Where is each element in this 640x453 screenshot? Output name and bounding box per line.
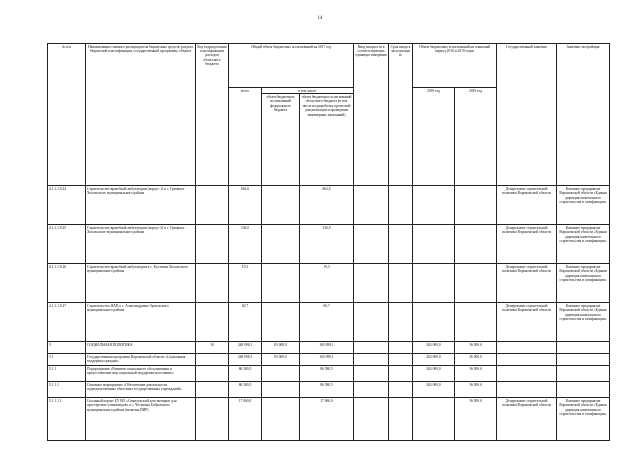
row-2018 [413,225,455,264]
row-code [196,303,229,342]
row-num: 5.1.1.1.1 [48,398,86,441]
row-total: 248 098,1 [229,354,262,366]
row-developer: Казенное предприятие Воронежской области «Единая дирекция капитального строительства и газификации» [557,398,610,441]
row-capacity [354,264,389,303]
table-row [48,366,610,382]
table-row [48,354,610,366]
table-row [48,264,610,303]
row-2019: 36 000,0 [455,366,497,382]
row-2018: 202 000,0 [413,354,455,366]
header-developer: Заказчик-застройщик [557,44,610,186]
row-customer: Департамент строительной политики Воронежской области [497,186,557,225]
header-total-all: всего [229,88,262,186]
row-federal [262,382,300,398]
row-num: 4.1.1.1.8.25 [48,225,86,264]
row-developer: Казенное предприятие Воронежской области «Единая дирекция капитального строительства и газификации» [557,303,610,342]
row-term [389,366,413,382]
row-code [196,354,229,366]
row-regional: 17 060,0 [300,398,354,441]
row-federal [262,303,300,342]
row-developer [557,342,610,354]
row-total: 86 580,5 [229,382,262,398]
row-developer: Казенное предприятие Воронежской области «Единая дирекция капитального строительства и газификации» [557,264,610,303]
row-federal: 83 000,0 [262,342,300,354]
row-total: 17 060,0 [229,398,262,441]
budget-table [47,43,610,441]
row-term [389,342,413,354]
row-regional: 60,7 [300,303,354,342]
row-regional: 136,0 [300,225,354,264]
row-name: Строительство врачебной амбулатории (корпус 1) в с. Гремячье Хохольского муниципального района [86,186,196,225]
row-regional: 86 580,5 [300,382,354,398]
row-2018 [413,264,455,303]
header-regional: объем бюджетных ассигнований областного бюджета (в том числе на разработку проектной документации и проведение инженерных изысканий) [300,94,354,186]
table-row [48,186,610,225]
row-num: 5 [48,342,86,354]
row-term [389,225,413,264]
row-2019 [455,264,497,303]
row-code: 10 [196,342,229,354]
row-federal [262,366,300,382]
row-capacity [354,398,389,441]
row-num: 5.1.1 [48,366,86,382]
header-2019: 2019 год [455,88,497,186]
row-term [389,186,413,225]
table-row [48,398,610,441]
header-num: № п/п [48,44,86,186]
row-num: 5.1.1.1 [48,382,86,398]
header-total-2017: Общий объем бюджетных ассигнований на 2017 год [229,44,354,88]
row-code [196,382,229,398]
header-term: Срок ввода в эксплуатацию [389,44,413,186]
header-federal: объем бюджетных ассигнований федерального бюджета [262,94,300,186]
row-num: 4.1.1.1.8.26 [48,264,86,303]
header-capacity: Ввод мощности в соответствующих единицах измерения [354,44,389,186]
row-capacity [354,382,389,398]
row-customer [497,342,557,354]
row-customer: Департамент строительной политики Воронежской области [497,225,557,264]
row-2019: 36 000,0 [455,342,497,354]
table-row [48,382,610,398]
row-2018: 202 000,0 [413,342,455,354]
row-2019 [455,225,497,264]
row-2018: 202 000,0 [413,366,455,382]
header-name: Наименование главного распорядителя бюджетных средств, раздела бюджетной классификации, государственной программы, объекта [86,44,196,186]
row-regional: 662,6 [300,186,354,225]
table-row [48,303,610,342]
row-code [196,398,229,441]
row-developer [557,382,610,398]
row-federal [262,186,300,225]
row-customer [497,382,557,398]
row-name: Строительство ФАП в с. Александровка Эртильского муниципального района [86,303,196,342]
row-2019 [455,186,497,225]
header-code: Код подразделения классификации расходов областного бюджета [196,44,229,186]
row-name: Строительство врачебной амбулатории (корпус 2) в с. Гремячье Хохольского муниципального района [86,225,196,264]
row-developer [557,366,610,382]
row-name: Государственная программа Воронежской области «Социальная поддержка граждан» [86,354,196,366]
row-code [196,186,229,225]
row-num: 4.1.1.1.8.24 [48,186,86,225]
header-planned: Объем бюджетных ассигнований на плановый период 2018 и 2019 годов [413,44,497,88]
row-term [389,354,413,366]
row-term [389,382,413,398]
row-name: Подпрограмма «Развитие социального обслуживания и предоставление мер социальной поддержки населению» [86,366,196,382]
row-capacity [354,225,389,264]
row-capacity [354,342,389,354]
row-customer: Департамент строительной политики Воронежской области [497,264,557,303]
row-federal [262,264,300,303]
row-num: 5.1 [48,354,86,366]
row-2018: 202 000,0 [413,382,455,398]
row-total: 86 580,5 [229,366,262,382]
row-customer: Департамент строительной политики Воронежской области [497,398,557,441]
row-code [196,366,229,382]
table-row [48,225,610,264]
row-capacity [354,366,389,382]
row-regional: 86 580,5 [300,366,354,382]
row-2019: 36 000,0 [455,398,497,441]
row-2019: 36 000,0 [455,354,497,366]
row-capacity [354,186,389,225]
row-regional: 165 098,1 [300,342,354,354]
row-2019: 36 000,0 [455,382,497,398]
header-customer: Государственный заказчик [497,44,557,186]
row-2018 [413,186,455,225]
row-capacity [354,354,389,366]
row-total: 248 098,1 [229,342,262,354]
row-name: Строительство врачебной амбулатории в с. Костенки Хохольского муниципального района [86,264,196,303]
row-num: 4.1.1.1.8.27 [48,303,86,342]
row-customer [497,354,557,366]
row-name: Спальный корпус БУ ВО «Семилукский дом-интернат для престарелых и инвалидов» в с. Чесменка Бобровского муниципального района (включая ПИР) [86,398,196,441]
row-total: 60,7 [229,303,262,342]
row-name: Основное мероприятие «Обеспечение деятельности подведомственных областных государственных учреждений» [86,382,196,398]
row-customer [497,366,557,382]
row-code [196,264,229,303]
row-name: СОЦИАЛЬНАЯ ПОЛИТИКА [86,342,196,354]
row-code [196,225,229,264]
row-term [389,398,413,441]
row-term [389,303,413,342]
row-regional: 19,3 [300,264,354,303]
row-customer: Департамент строительной политики Воронежской области [497,303,557,342]
row-capacity [354,303,389,342]
row-2018 [413,303,455,342]
header-in-that: в том числе: [262,88,354,94]
row-total: 662,6 [229,186,262,225]
table-row [48,342,610,354]
row-total: 19,3 [229,264,262,303]
row-2018 [413,398,455,441]
table-body [48,186,610,441]
row-developer: Казенное предприятие Воронежской области «Единая дирекция капитального строительства и газификации» [557,186,610,225]
page-number: 14 [317,16,323,21]
row-developer: Казенное предприятие Воронежской области «Единая дирекция капитального строительства и газификации» [557,225,610,264]
row-federal [262,225,300,264]
row-regional: 165 098,1 [300,354,354,366]
row-2019 [455,303,497,342]
header-2018: 2018 год [413,88,455,186]
row-term [389,264,413,303]
row-federal: 83 000,0 [262,354,300,366]
row-total: 136,0 [229,225,262,264]
row-developer [557,354,610,366]
row-federal [262,398,300,441]
